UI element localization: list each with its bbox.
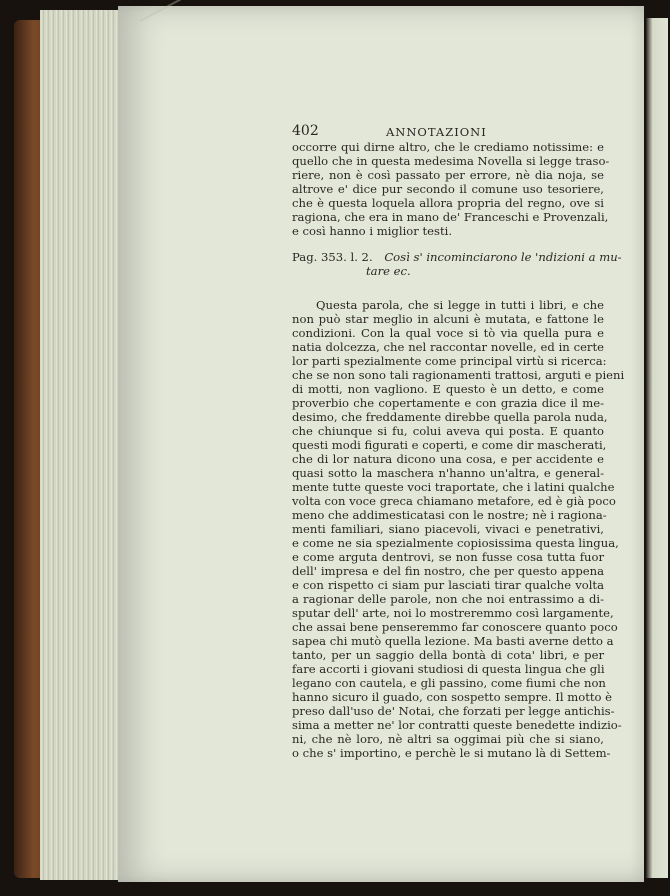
page-header — [292, 124, 602, 140]
text-line: ragiona, che era in mano de' Franceschi e Provenzali, — [292, 210, 609, 224]
text-line: tanto, per un saggio della bontà di cota' libri, e per — [292, 648, 604, 662]
text-line: non può star meglio in alcuni è mutata, e fattone le — [292, 312, 604, 326]
text-line: mente tutte queste voci traportate, che i latini qualche — [292, 480, 615, 494]
text-line: volta con voce greca chiamano metafore, ed è già poco — [292, 494, 616, 508]
text-line: quello che in questa medesima Novella si legge traso- — [292, 154, 610, 168]
text-line: natia dolcezza, che nel raccontar novelle, ed in certe — [292, 340, 604, 354]
text-line: lor parti spezialmente come principal virtù si ricerca: — [292, 354, 607, 368]
reference-quote-cont: tare ec. — [366, 264, 411, 278]
text-line: quasi sotto la maschera n'hanno un'altra, e general- — [292, 466, 604, 480]
text-line: o che s' importino, e perchè le si mutano là di Settem- — [292, 746, 611, 760]
text-line: condizioni. Con la qual voce si tò via quella pura e — [292, 326, 604, 340]
text-line: che se non sono tali ragionamenti trattosi, arguti e pieni — [292, 368, 625, 382]
text-line: riere, non è così passato per errore, nè dia noja, se — [292, 168, 604, 182]
text-line: e come arguta dentrovi, se non fusse cosa tutta fuor — [292, 550, 604, 564]
text-line: a ragionar delle parole, non che noi entrassimo a di- — [292, 592, 604, 606]
text-line: che assai bene penseremmo far conoscere quanto poco — [292, 620, 618, 634]
text-line: legano con cautela, e gli passino, come fiumi che non — [292, 676, 606, 690]
text-line: questi modi figurati e coperti, e come dir mascherati, — [292, 438, 607, 452]
text-line: preso dall'uso de' Notai, che forzati per legge antichis- — [292, 704, 615, 718]
facing-page-edge — [646, 18, 668, 878]
text-line: desimo, che freddamente direbbe quella parola nuda, — [292, 410, 608, 424]
text-line: e così hanno i miglior testi. — [292, 224, 453, 238]
text-line: Questa parola, che si legge in tutti i libri, e che — [316, 298, 604, 312]
text-line: e con rispetto ci siam pur lasciati tirar qualche volta — [292, 578, 604, 592]
text-line: fare accorti i giovani studiosi di questa lingua che gli — [292, 662, 605, 676]
text-line: che è questa loquela allora propria del regno, ove si — [292, 196, 604, 210]
text-line: che di lor natura dicono una cosa, e per accidente e — [292, 452, 604, 466]
text-line: occorre qui dirne altro, che le crediamo notissime: e — [292, 140, 604, 154]
text-line: e come ne sia spezialmente copiosissima questa lingua, — [292, 536, 619, 550]
text-line: di motti, non vagliono. E questo è un detto, e come — [292, 382, 604, 396]
text-line: sima a metter ne' lor contratti queste benedette indizio- — [292, 718, 622, 732]
text-line: ni, che nè loro, nè altri sa oggimai più che si siano, — [292, 732, 604, 746]
text-line: che chiunque si fu, colui aveva qui posta. E quanto — [292, 424, 604, 438]
text-line: hanno sicuro il guado, con sospetto sempre. Il motto è — [292, 690, 613, 704]
page-number: 402 — [292, 123, 319, 139]
running-title: ANNOTAZIONI — [386, 125, 487, 139]
text-line: sapea chi mutò quella lezione. Ma basti averne detto a — [292, 634, 614, 648]
text-line: meno che addimesticatasi con le nostre; nè i ragiona- — [292, 508, 607, 522]
text-line: altrove e' dice pur secondo il comune uso tesoriere, — [292, 182, 604, 196]
text-line: menti familiari, siano piacevoli, vivaci e penetrativi, — [292, 522, 604, 536]
text-line: sputar dell' arte, noi lo mostreremmo così largamente, — [292, 606, 614, 620]
reference-quote: Così s' incominciarono le 'ndizioni a mu- — [384, 250, 622, 264]
reference-label: Pag. 353. l. 2. — [292, 250, 373, 264]
text-line: proverbio che copertamente e con grazia dice il me- — [292, 396, 604, 410]
text-line: dell' impresa e del fin nostro, che per questo appena — [292, 564, 604, 578]
